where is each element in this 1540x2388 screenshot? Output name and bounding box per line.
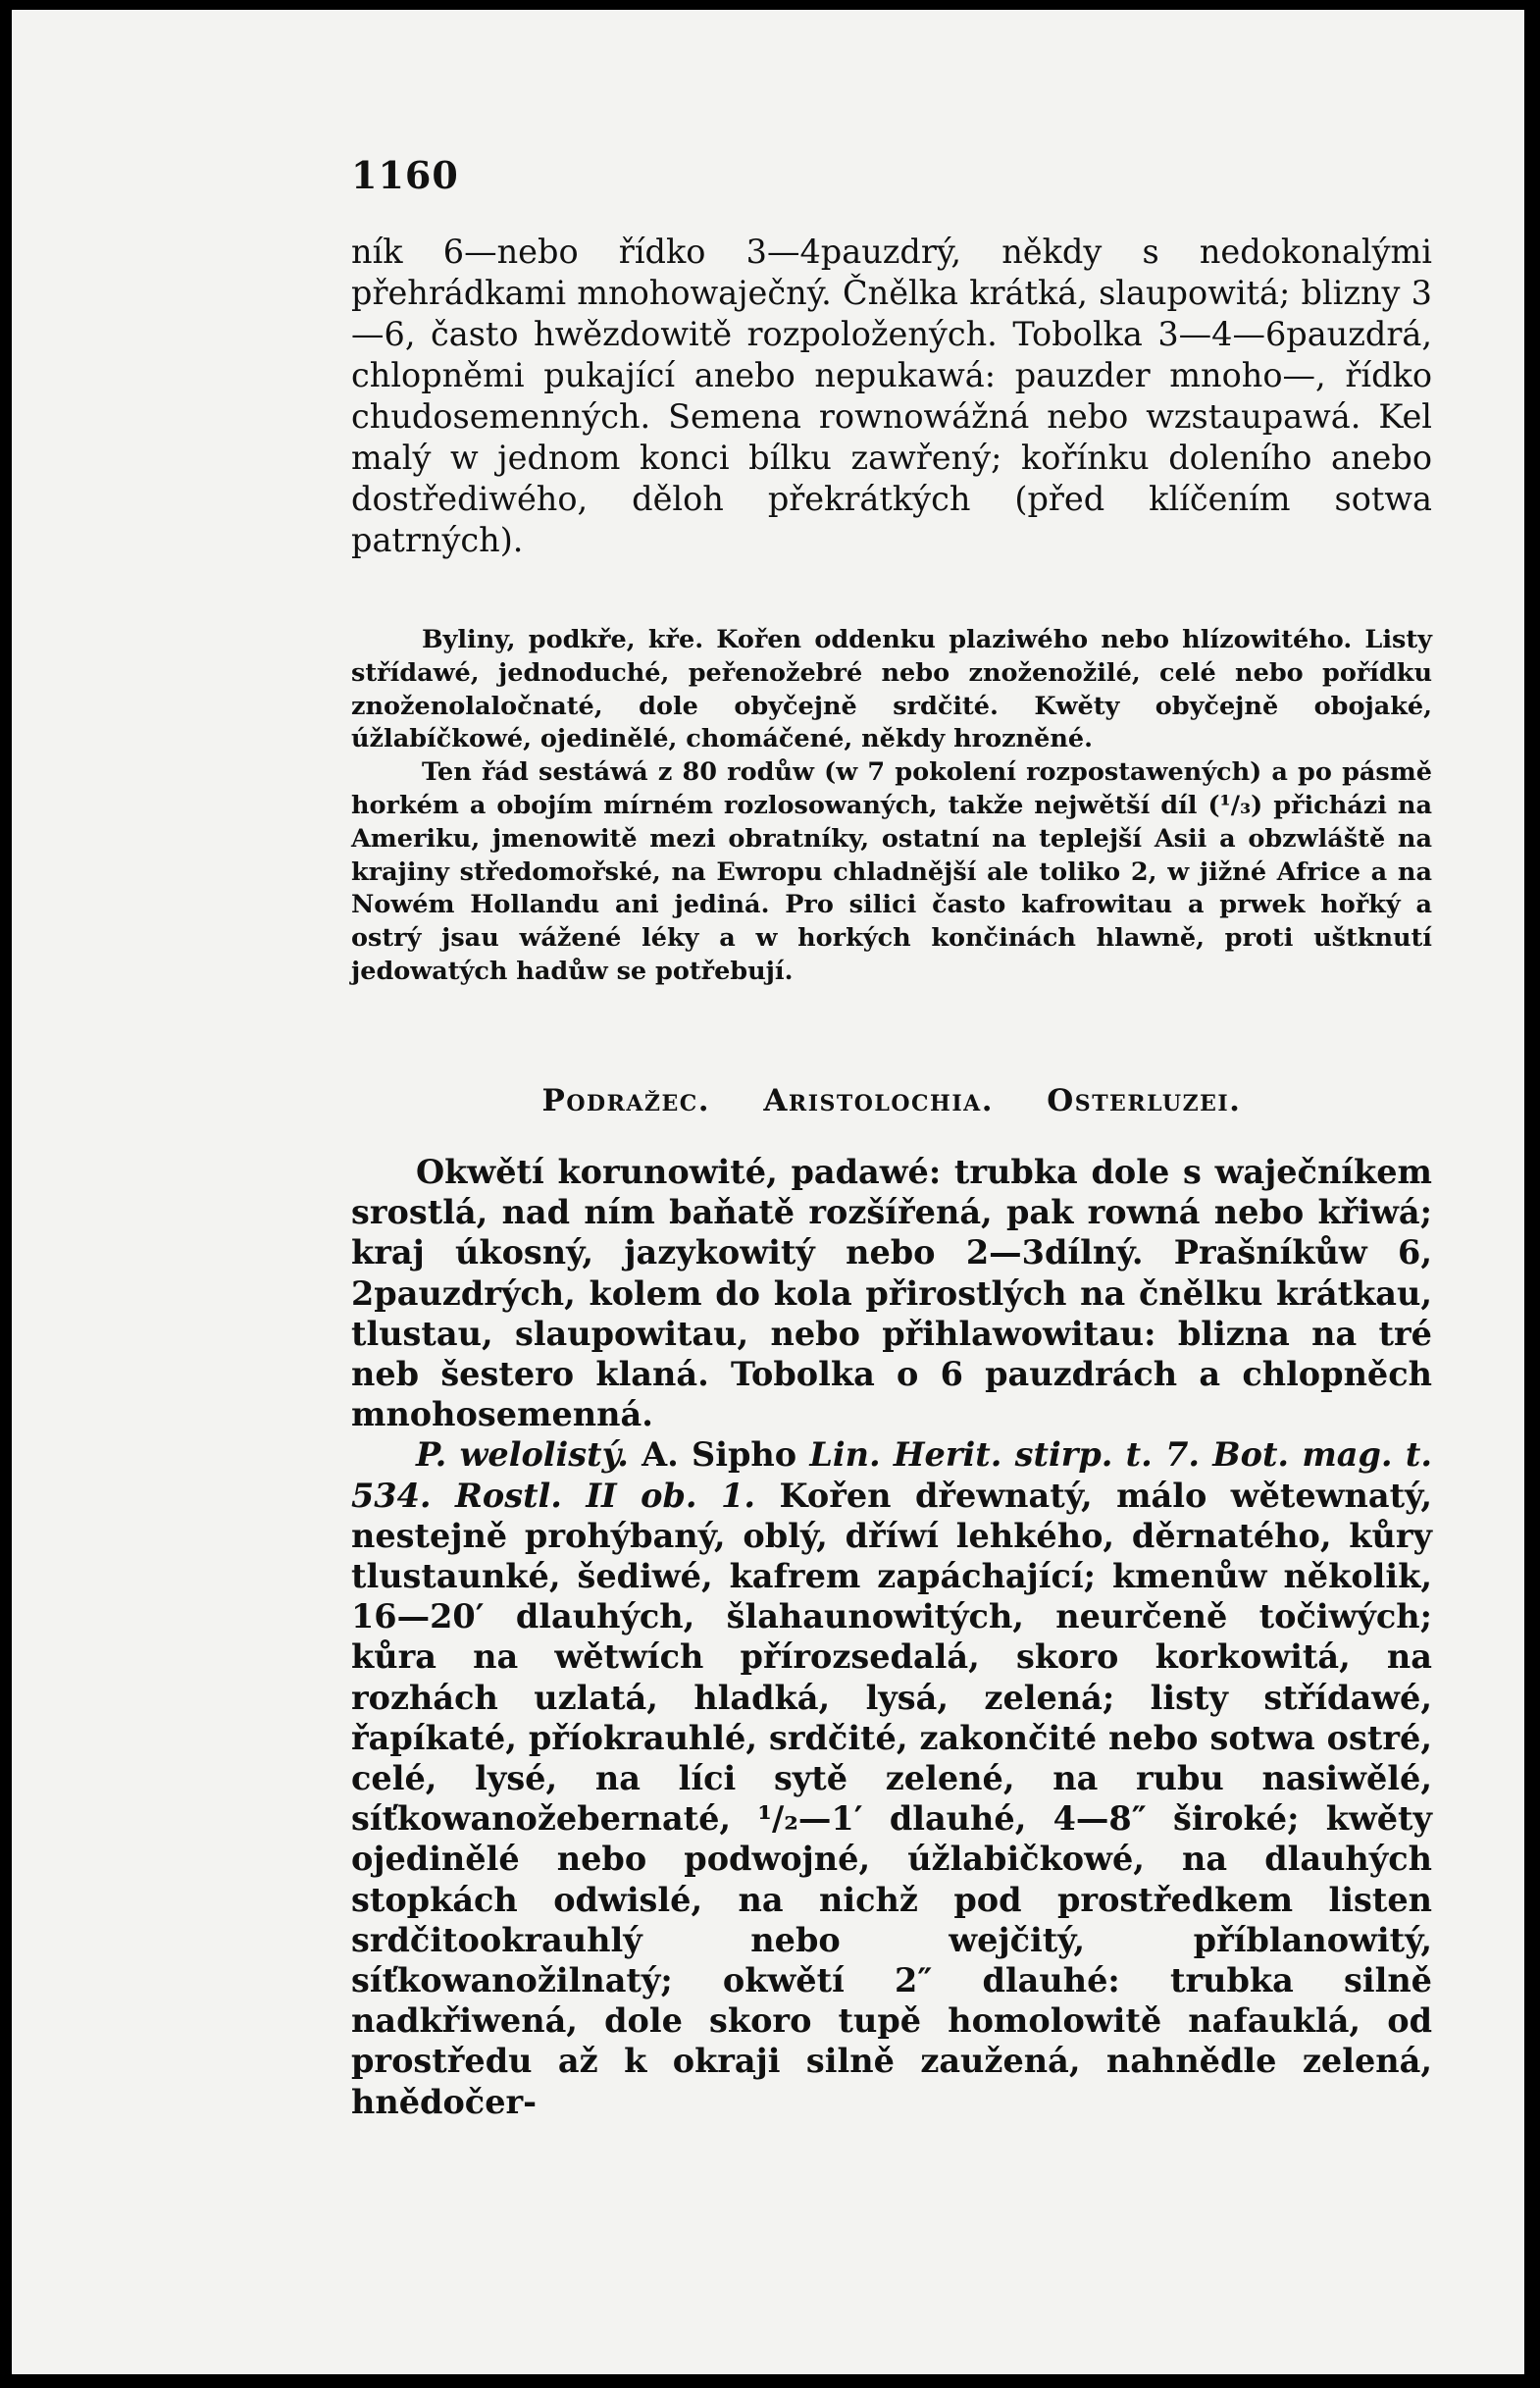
genus-body [351, 1152, 1432, 2122]
genus-alt-name: Osterluzei. [1047, 1083, 1242, 1118]
family-notes-paragraph: Ten řád sestáwá z 80 rodůw (w 7 pokolení rozpostawených) a po pásmě horkém a obojím mírném rozlosowaných, takže nejwětší díl (¹/₃) přicházi na Ameriku, jmenowitě mezi obratníky, ostatní na teplejší Asii a obzwláště na krajiny středomořské, na Ewropu chladnější ale toliko 2, w jižné Africe a na Nowém Hollandu ani jediná. Pro silici často kafrowitau a prwek hořký a ostrý jsau wážené léky a w horkých končinách hlawně, proti uštknutí jedowatých hadůw se potřebují. [351, 757, 1432, 986]
genus-latin-name: Aristolochia. [763, 1083, 994, 1118]
book-page [12, 10, 1524, 2374]
genus-heading [351, 1083, 1432, 1118]
species-description: Kořen dřewnatý, málo wětewnatý, nestejně prohýbaný, oblý, dříwí lehkého, děrnatého, kůry tlustaunké, šediwé, kafrem zapáchající; kmenůw několik, 16—20′ dlauhých, šlahaunowitých, neurčeně točiwých; kůra na wětwích přírozsedalá, skoro korkowitá, na rozhách uzlatá, hladká, lysá, zelená; listy střídawé, řapíkaté, příokrauhlé, srdčité, zakončité nebo sotwa ostré, celé, lysé, na líci sytě zelené, na rubu nasiwělé, síťkowanožebernaté, ¹/₂—1′ dlauhé, 4—8″ široké; kwěty ojedinělé nebo podwojné, úžlabičkowé, na dlauhých stopkách odwislé, na nichž pod prostředkem listen srdčitookrauhlý nebo wejčitý, příblanowitý, síťkowanožilnatý; okwětí 2″ dlauhé: trubka silně nadkřiwená, dole skoro tupě homolowitě nafauklá, od prostředu až k okraji silně zaužená, nahnědle zelená, hnědočer- [351, 1476, 1432, 2121]
species-name: P. welolistý. [416, 1435, 629, 1475]
family-notes [351, 624, 1432, 989]
page-number: 1160 [351, 153, 459, 197]
species-synonym: A. Sipho [642, 1435, 797, 1475]
species-entry [351, 1434, 1432, 2121]
genus-czech-name: Podražec. [541, 1083, 711, 1118]
species-references: Lin. Herit. stirp. t. 7. Bot. mag. t. 534. Rostl. II ob. 1. [351, 1435, 1432, 1515]
genus-description: Okwětí korunowité, padawé: trubka dole s waječníkem srostlá, nad ním baňatě rozšířená, pak rowná nebo křiwá; kraj úkosný, jazykowitý nebo 2—3dílný. Prašníkůw 6, 2pauzdrých, kolem do kola přirostlých na čnělku krátkau, tlustau, slaupowitau, nebo přihlawowitau: blizna na tré neb šestero klaná. Tobolka o 6 pauzdrách a chlopněch mnohosemenná. [351, 1153, 1432, 1434]
family-description: ník 6—nebo řídko 3—4pauzdrý, někdy s nedokonalými přehrádkami mnohowaječný. Čnělka krátká, slaupowitá; blizny 3—6, často hwězdowitě rozpoložených. Tobolka 3—4—6pauzdrá, chlopněmi pukající anebo nepukawá: pauzder mnoho—, řídko chudosemenných. Semena rownowážná nebo wzstaupawá. Kel malý w jednom konci bílku zawřený; kořínku doleního anebo dostřediwého, děloh překrátkých (před klíčením sotwa patrných). [351, 233, 1432, 559]
family-notes-paragraph: Byliny, podkře, kře. Kořen oddenku plaziwého nebo hlízowitého. Listy střídawé, jednoduché, peřenožebré nebo znoženožilé, celé nebo pořídku znoženolaločnaté, dole obyčejně srdčité. Kwěty obyčejně obojaké, úžlabíčkowé, ojedinělé, chomáčené, někdy hrozněné. [351, 625, 1432, 754]
